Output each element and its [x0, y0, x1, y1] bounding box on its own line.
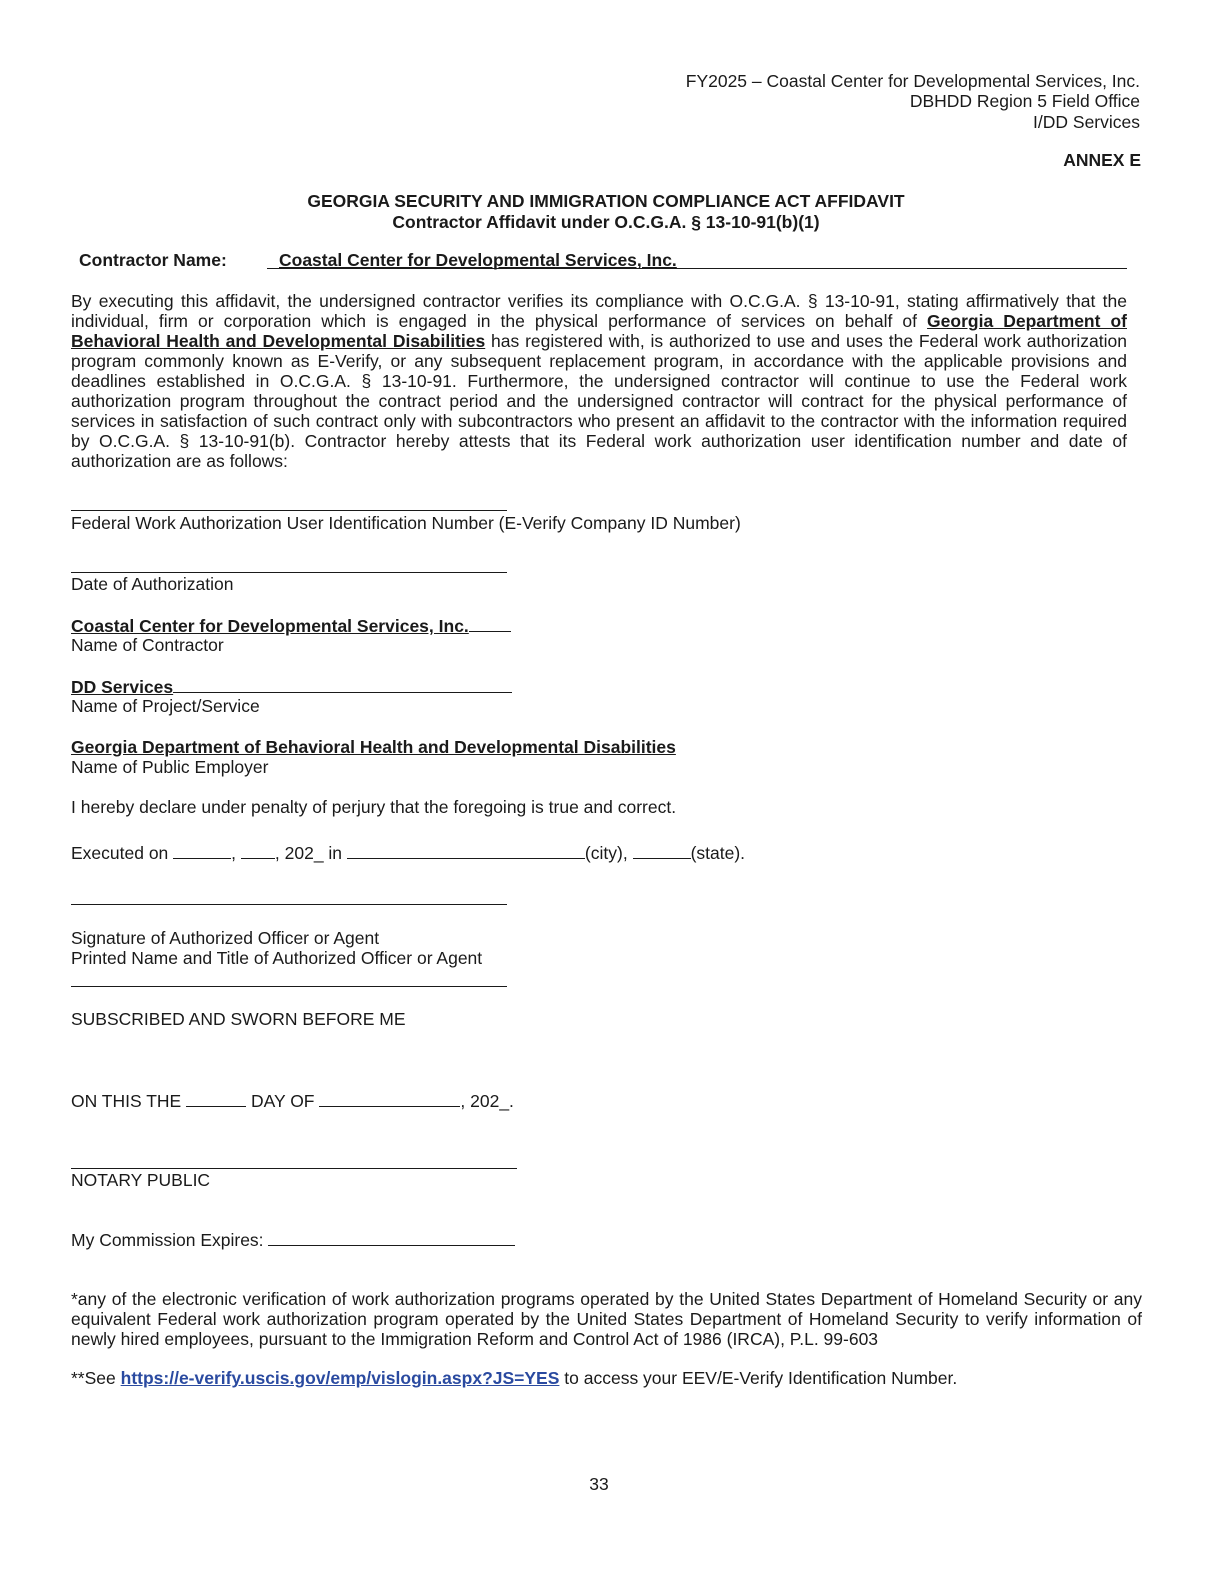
commission-expires-blank[interactable] [268, 1229, 515, 1246]
commission-expires [71, 1229, 515, 1251]
header-line-3: I/DD Services [1033, 112, 1140, 132]
authorization-date-label: Date of Authorization [71, 574, 234, 594]
subscribed-sworn: SUBSCRIBED AND SWORN BEFORE ME [71, 1009, 406, 1029]
paragraph-part-2: has registered with, is authorized to use and uses the Federal work authorization program commonly known as E-Verify, or any subsequent replacement program, in accordance with the applicable provisions and deadlines established in O.C.G.A. § 13-10-91. Furthermore, the undersigned contractor will continue to use the Federal work authorization program throughout the contract period and the undersigned contractor will contract for the physical performance of services in satisfaction of such contract only with subcontractors who present an affidavit to the contractor with the information required by O.C.G.A. § 13-10-91(b). Contractor hereby attests that its Federal work authorization user identification number and date of authorization are as follows: [71, 331, 1127, 471]
project-field-value: DD Services [71, 677, 174, 697]
footnote-2 [71, 1368, 957, 1389]
executed-year: , 202_ in [274, 843, 343, 863]
notary-signature-line[interactable] [71, 1168, 517, 1169]
title-main: GEORGIA SECURITY AND IMMIGRATION COMPLIANCE ACT AFFIDAVIT [307, 191, 905, 211]
notary-year: , 202_. [460, 1091, 514, 1111]
notary-public-label: NOTARY PUBLIC [71, 1170, 211, 1190]
executed-day-blank[interactable] [241, 842, 275, 859]
executed-state-label: (state). [690, 843, 746, 863]
everify-id-label: Federal Work Authorization User Identification Number (E-Verify Company ID Number) [71, 513, 741, 533]
title-sub: Contractor Affidavit under O.C.G.A. § 13-10-91(b)(1) [392, 211, 820, 232]
header-line-2: DBHDD Region 5 Field Office [909, 91, 1140, 111]
on-this-the: ON THIS THE [71, 1091, 182, 1111]
footnote-2-prefix: **See [71, 1368, 121, 1388]
document-title [0, 191, 1212, 232]
day-of: DAY OF [250, 1091, 315, 1111]
affidavit-paragraph [71, 291, 1127, 471]
employer-field-value: Georgia Department of Behavioral Health and Developmental Disabilities [71, 737, 676, 757]
executed-city-label: (city), [584, 843, 628, 863]
executed-state-blank[interactable] [633, 842, 691, 859]
contractor-name-value: Coastal Center for Developmental Services, Inc. [267, 250, 1127, 269]
contractor-name-field-line [469, 615, 511, 632]
project-field-line [173, 676, 512, 693]
printed-name-line[interactable] [71, 986, 507, 987]
signature-label: Signature of Authorized Officer or Agent [71, 928, 380, 948]
project-field-label: Name of Project/Service [71, 696, 260, 716]
header-line-1: FY2025 – Coastal Center for Developmental Services, Inc. [685, 71, 1140, 91]
executed-month-blank[interactable] [173, 842, 231, 859]
page-number: 33 [589, 1474, 609, 1494]
everify-link[interactable]: https://e-verify.uscis.gov/emp/vislogin.aspx?JS=YES [120, 1368, 560, 1388]
perjury-declaration: I hereby declare under penalty of perjury that the foregoing is true and correct. [71, 797, 677, 817]
signature-line[interactable] [71, 904, 507, 905]
executed-on-line: Executed on , , 202_ in (city), (state). [71, 843, 746, 863]
printed-name-label: Printed Name and Title of Authorized Officer or Agent [71, 948, 483, 968]
notary-day-blank[interactable] [186, 1090, 246, 1107]
everify-id-line[interactable] [71, 510, 507, 511]
project-field [71, 676, 512, 698]
authorization-date-line[interactable] [71, 572, 507, 573]
executed-prefix: Executed on [71, 843, 169, 863]
commission-expires-label: My Commission Expires: [71, 1230, 264, 1250]
notary-date-line [71, 1090, 514, 1112]
paragraph-part-1: By executing this affidavit, the undersigned contractor verifies its compliance with O.C.G.A. § 13-10-91, stating affirmatively that the individual, firm or corporation which is engaged in the physical performance of services on behalf of [71, 291, 1127, 331]
executed-city-blank[interactable] [347, 842, 585, 859]
agency-name: Georgia Department of Behavioral Health and Developmental Disabilities [71, 311, 1127, 351]
contractor-name-label: Contractor Name: [79, 250, 227, 270]
footnote-2-suffix: to access your EEV/E-Verify Identification Number. [559, 1368, 958, 1388]
annex-label: ANNEX E [1063, 150, 1141, 170]
footnote-1: *any of the electronic verification of work authorization programs operated by the United States Department of Homeland Security or any equivalent Federal work authorization program operated by the United States Department of Homeland Security to verify information of newly hired employees, pursuant to the Immigration Reform and Control Act of 1986 (IRCA), P.L. 99-603 [71, 1289, 1142, 1349]
notary-month-blank[interactable] [319, 1090, 460, 1107]
contractor-name-field-label: Name of Contractor [71, 635, 224, 655]
contractor-name-field [71, 615, 511, 637]
employer-field-label: Name of Public Employer [71, 757, 269, 777]
contractor-name-field-value: Coastal Center for Developmental Services, Inc. [71, 616, 469, 636]
